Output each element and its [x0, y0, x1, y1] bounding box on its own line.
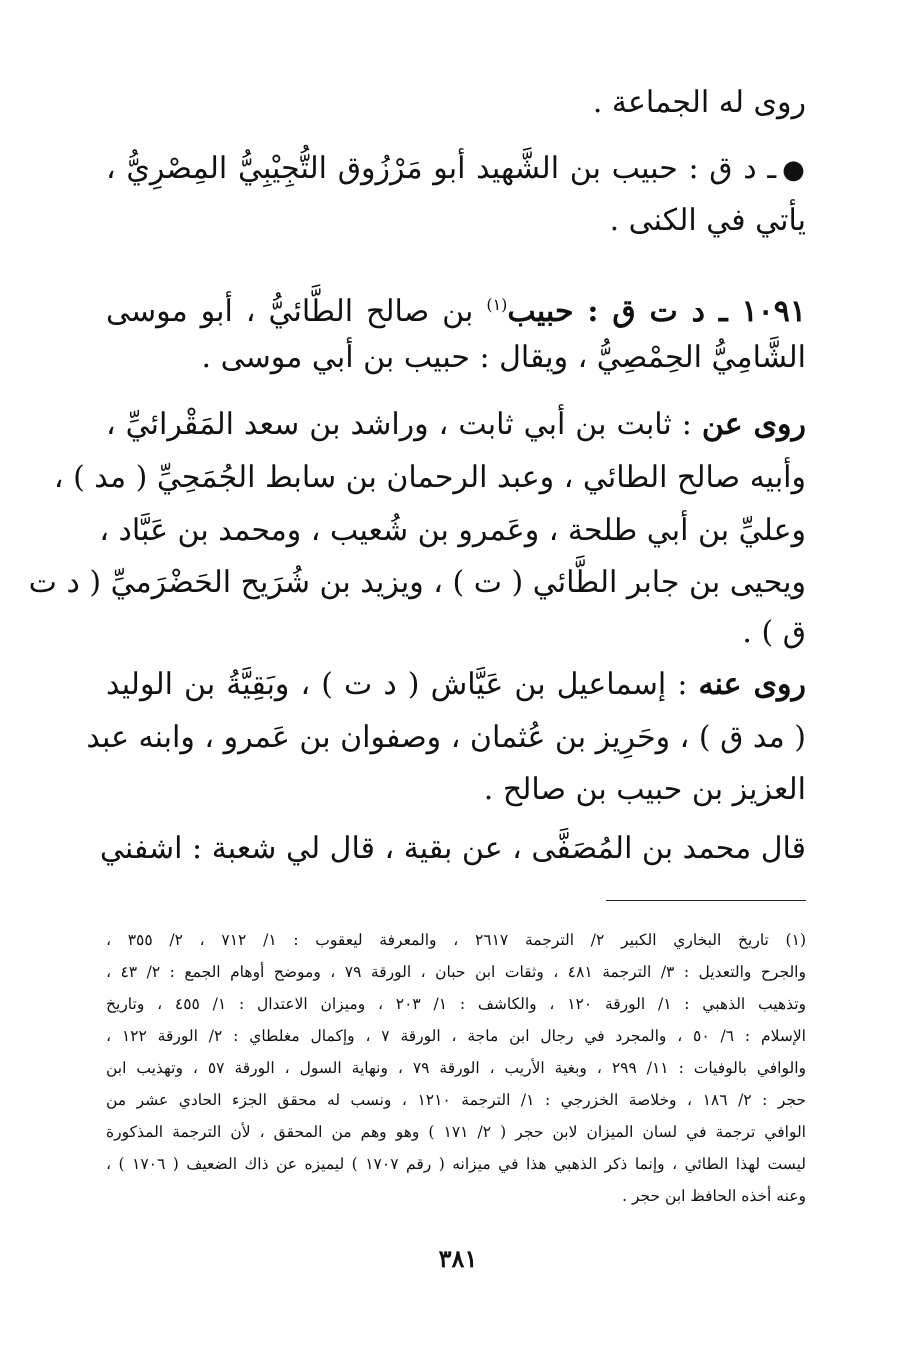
- footnote-line-4: الإسلام : ٦/ ٥٠ ، والمجرد في رجال ابن ماجة ، الورقة ٧ ، وإكمال مغلطاي : ٢/ الورقة ١٢٢ ،: [106, 1027, 806, 1045]
- text-line-9: ويحيى بن جابر الطَّائي ( ت ) ، ويزيد بن شُرَيح الحَضْرَميِّ ( د ت: [28, 565, 806, 600]
- text-line-14: قال محمد بن المُصَفَّى ، عن بقية ، قال لي شعبة : اشفني: [99, 831, 806, 866]
- footnote-line-9: وعنه أخذه الحافظ ابن حجر .: [622, 1187, 806, 1205]
- text-line-3: يأتي في الكنى .: [609, 203, 806, 238]
- narrated-by-label: روى عنه: [698, 667, 807, 702]
- entry-heading-line: ١٠٩١ ـ د ت ق : حبيب$^{(١)}$ بن صالح الطَّائيُّ ، أبو موسى: [106, 294, 806, 329]
- bullet-icon: ●: [782, 155, 807, 185]
- footnote-line-2: والجرح والتعديل : ٣/ الترجمة ٤٨١ ، وثقات ابن حبان ، الورقة ٧٩ ، وموضح أوهام الجمع : ٢/ ٤٣ ،: [106, 963, 806, 981]
- footnote-line-7: الوافي ترجمة في لسان الميزان لابن حجر ( ٢/ ١٧١ ) وهو وهم من المحقق ، لأن الترجمة المذكورة: [106, 1123, 806, 1141]
- text-line-1: روى له الجماعة .: [592, 85, 806, 120]
- text-line-12: ( مد ق ) ، وحَرِيز بن عُثمان ، وصفوان بن عَمرو ، وابنه عبد: [86, 720, 806, 755]
- footnote-marker: (١): [486, 295, 508, 314]
- narrated-by-line: روى عنه : إسماعيل بن عَيَّاش ( د ت ) ، وبَقِيَّةُ بن الوليد: [106, 667, 807, 702]
- text-line-8: وعليِّ بن أبي طلحة ، وعَمرو بن شُعيب ، ومحمد بن عَبَّاد ،: [99, 513, 806, 548]
- footnote-line-3: وتذهيب الذهبي : ١/ الورقة ١٢٠ ، والكاشف : ١/ ٢٠٣ ، وميزان الاعتدال : ١/ ٤٥٥ ، وتاريخ: [106, 995, 807, 1013]
- text-line-5: الشَّامِيُّ الحِمْصِيُّ ، ويقال : حبيب بن أبي موسى .: [201, 340, 806, 375]
- narrated-from-label: روى عن: [701, 407, 806, 442]
- narrated-from-line: روى عن : ثابت بن أبي ثابت ، وراشد بن سعد المَقْرائيِّ ،: [106, 407, 806, 442]
- text-line-10: ق ) .: [742, 615, 806, 650]
- footnote-line-5: والوافي بالوفيات : ١١/ ٢٩٩ ، وبغية الأريب ، الورقة ٧٩ ، ونهاية السول ، الورقة ٥٧ ، وتهذيب ابن: [106, 1059, 806, 1077]
- text-line-13: العزيز بن حبيب بن صالح .: [483, 772, 806, 807]
- footnote-separator: [606, 900, 806, 901]
- text-line-2: ●ـ د ق : حبيب بن الشَّهيد أبو مَرْزُوق التُّجِيْبِيُّ المِصْرِيُّ ،: [106, 151, 807, 186]
- entry-number: ١٠٩١ ـ د ت ق : حبيب: [507, 294, 806, 329]
- footnote-line-8: ليست لهذا الطائي ، وإنما ذكر الذهبي هذا في ميزانه ( رقم ١٧٠٧ ) ليميزه عن ذاك الضعيف ( ١٧٠٦ ) ،: [106, 1155, 806, 1173]
- footnote-line-1: (١) تاريخ البخاري الكبير ٢/ الترجمة ٢٦١٧ ، والمعرفة ليعقوب : ١/ ٧١٢ ، ٢/ ٣٥٥ ،: [106, 931, 806, 949]
- text-line-7: وأبيه صالح الطائي ، وعبد الرحمان بن سابط الجُمَحِيِّ ( مد ) ،: [53, 460, 806, 495]
- footnote-line-6: حجر : ٢/ ١٨٦ ، وخلاصة الخزرجي : ١/ الترجمة ١٢١٠ ، ونسب له محقق الجزء الحادي عشر من: [106, 1091, 807, 1109]
- page-number: ٣٨١: [438, 1244, 478, 1273]
